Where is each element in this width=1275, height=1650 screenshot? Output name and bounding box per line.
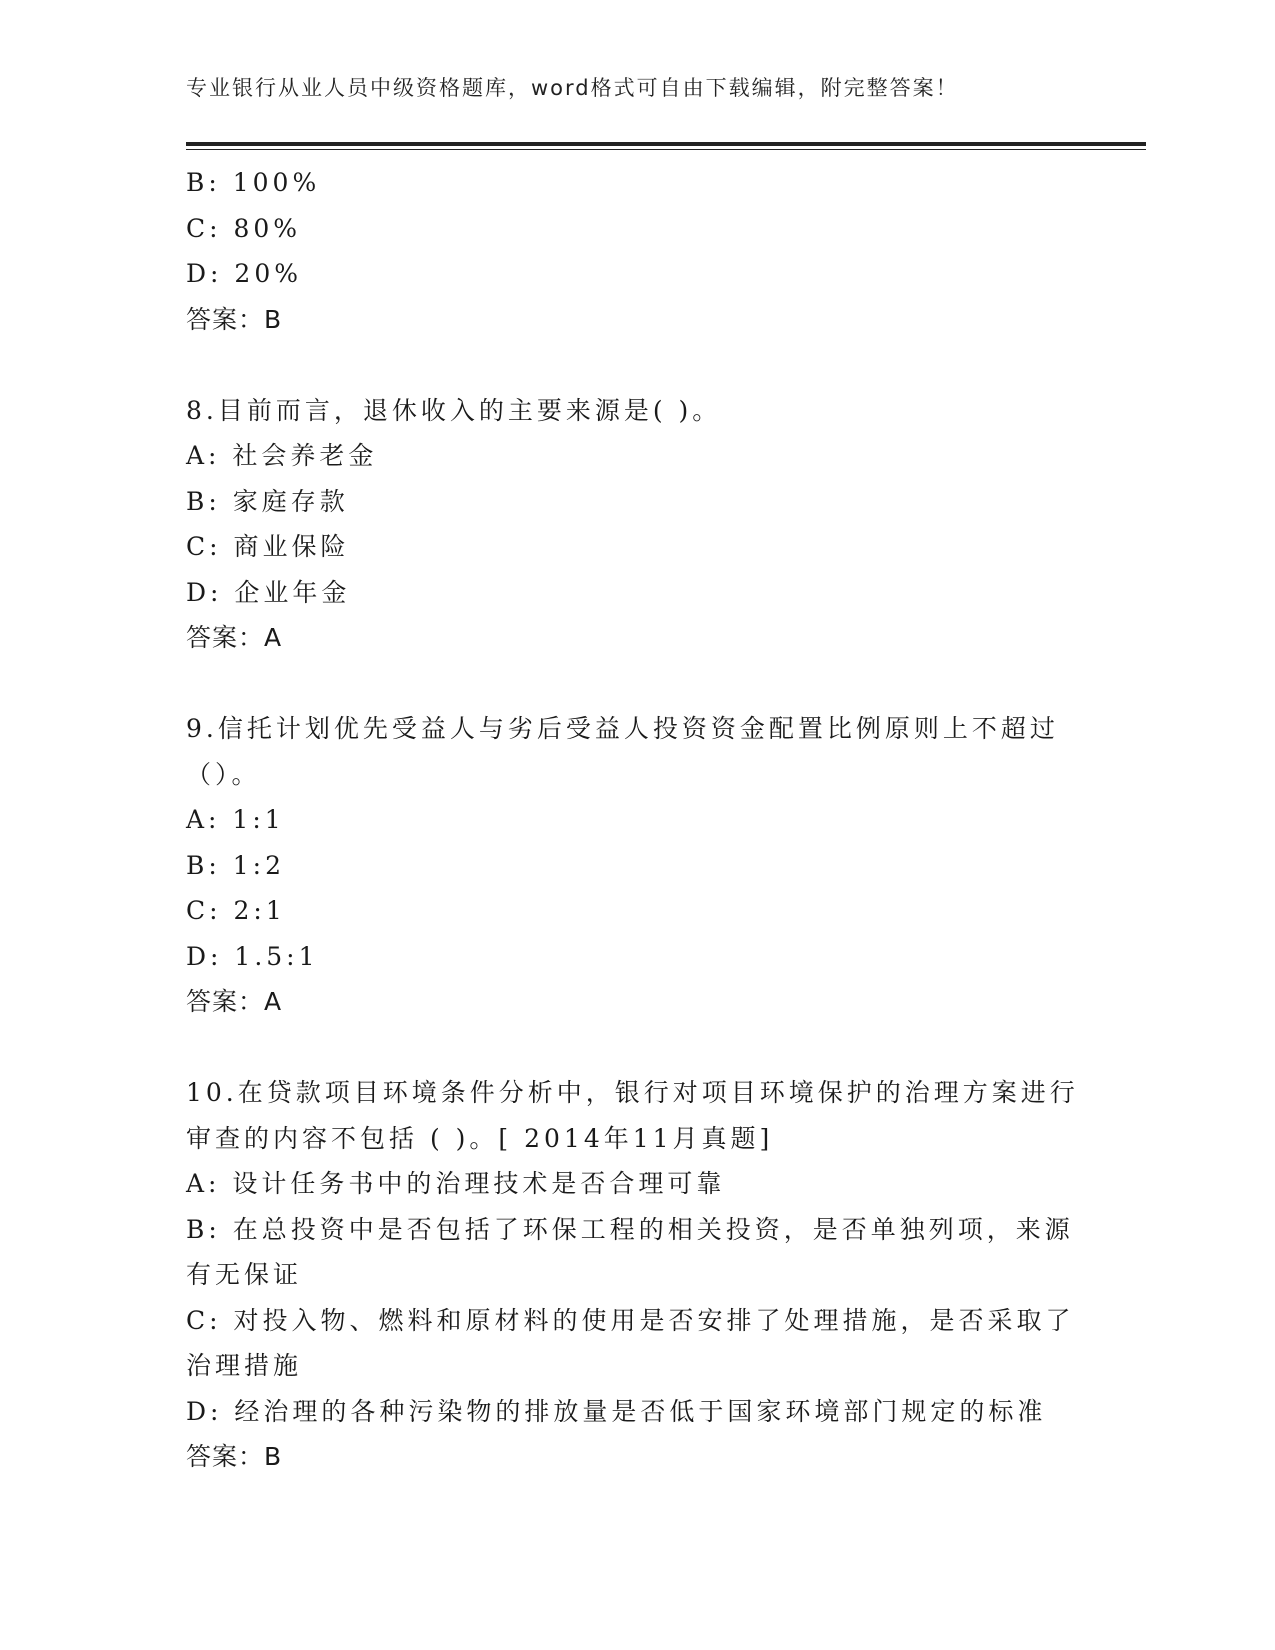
- option-c: C: 对投入物、燃料和原材料的使用是否安排了处理措施，是否采取了: [186, 1305, 1075, 1335]
- option-c-cont: 治理措施: [186, 1351, 303, 1380]
- option-b: B: 1:2: [186, 850, 285, 880]
- question-8: 8.目前而言，退休收入的主要来源是( )。: [186, 395, 722, 425]
- answer: 答案：B: [186, 304, 283, 334]
- option-c: C: 80%: [186, 213, 302, 243]
- question-9-cont: （）。: [186, 759, 261, 789]
- question-10-cont: 审查的内容不包括 ( )。[ 2014年11月真题]: [186, 1123, 774, 1153]
- option-c: C: 商业保险: [186, 532, 350, 561]
- spacer: [186, 342, 1086, 388]
- option-a: A: 设计任务书中的治理技术是否合理可靠: [186, 1169, 726, 1198]
- answer: 答案：B: [186, 1442, 283, 1471]
- option-d: D: 经治理的各种污染物的排放量是否低于国家环境部门规定的标准: [186, 1396, 1047, 1426]
- option-a: A: 社会养老金: [186, 441, 378, 470]
- option-d: D: 20%: [186, 259, 302, 288]
- page-header: 专业银行从业人员中级资格题库，word格式可自由下载编辑，附完整答案！: [186, 76, 959, 100]
- option-b: B: 家庭存款: [186, 486, 349, 516]
- spacer: [186, 1025, 1086, 1071]
- header-rule-thin: [186, 149, 1146, 150]
- option-d: D: 企业年金: [186, 577, 351, 607]
- question-10: 10.在贷款项目环境条件分析中，银行对项目环境保护的治理方案进行: [186, 1078, 1079, 1107]
- option-d: D: 1.5:1: [186, 941, 319, 971]
- answer: 答案：A: [186, 623, 283, 652]
- spacer: [186, 661, 1086, 707]
- option-b: B: 在总投资中是否包括了环保工程的相关投资，是否单独列项，来源: [186, 1214, 1074, 1244]
- option-b: B: 100%: [186, 168, 321, 197]
- option-a: A: 1:1: [186, 805, 285, 834]
- option-b-cont: 有无保证: [186, 1260, 303, 1289]
- question-9: 9.信托计划优先受益人与劣后受益人投资资金配置比例原则上不超过: [186, 714, 1059, 743]
- answer: 答案：A: [186, 987, 283, 1016]
- option-c: C: 2:1: [186, 896, 286, 925]
- header-rule-thick: [186, 142, 1146, 146]
- document-body: [186, 160, 1086, 1480]
